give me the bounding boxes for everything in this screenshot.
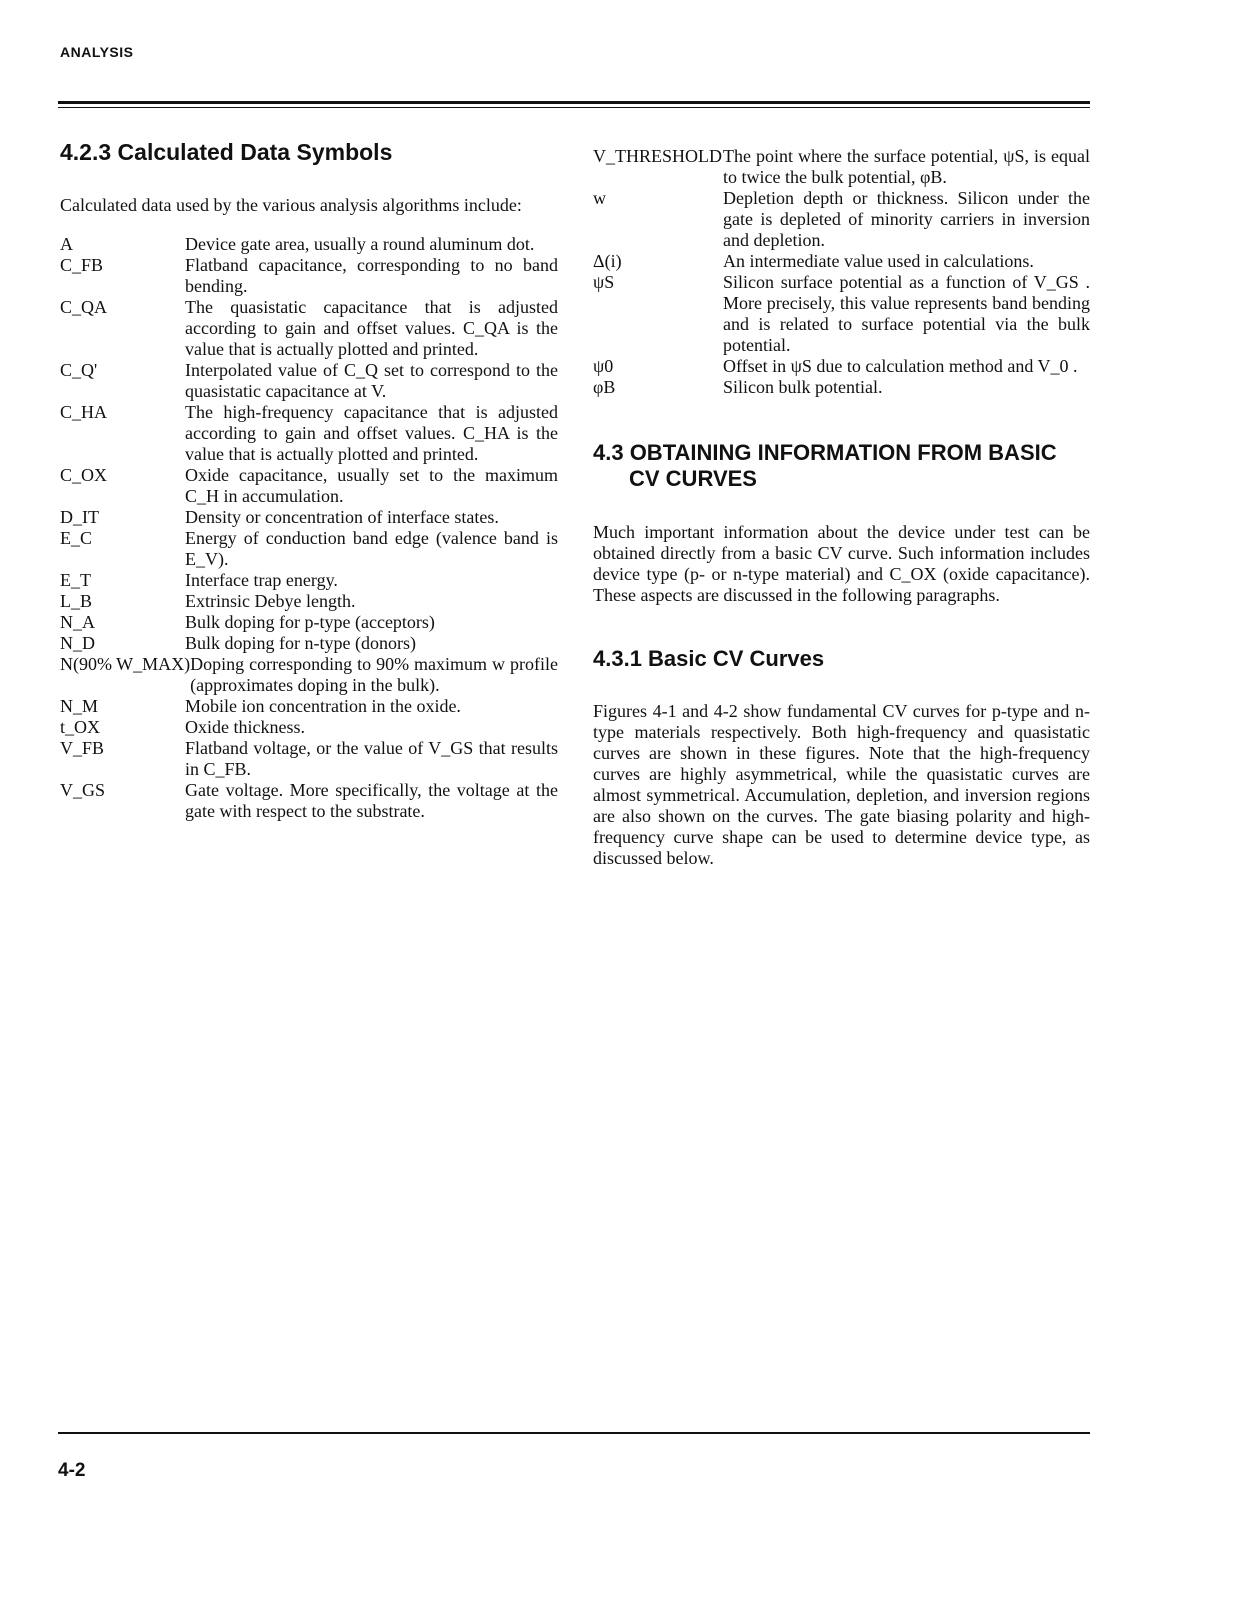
definition-term: C_FB (60, 255, 104, 275)
definition-row (60, 633, 558, 654)
definition-desc: Interface trap energy. (185, 570, 338, 590)
definition-row (60, 570, 558, 591)
definition-term: N_A (60, 612, 95, 632)
definition-term: D_IT (60, 507, 99, 527)
right-column (593, 146, 1090, 869)
paragraph-4-3-1: Figures 4-1 and 4-2 show fundamental CV curves for p-type and n-type materials respectively. Both high-frequency and quasistatic curves are shown in these figures. Note that the high-frequency curves are highly asymmetrical, while the quasistatic curves are almost symmetrical. Accumulation, depletion, and inversion regions are also shown on the curves. The gate biasing polarity and high-frequency curve shape can be used to determine device type, as discussed below. (593, 701, 1090, 868)
definition-desc: Bulk doping for n-type (donors) (185, 633, 416, 653)
definition-row (60, 528, 558, 570)
definition-term: C_Q' (60, 360, 98, 380)
definition-row (593, 146, 1090, 188)
definition-row (60, 780, 558, 822)
definition-row (60, 465, 558, 507)
section-heading-4-3: 4.3 OBTAINING INFORMATION FROM BASIC CV CURVES (593, 440, 1057, 491)
definition-term: Δ(i) (593, 251, 622, 271)
definition-term: N_M (60, 696, 99, 716)
definition-term: A (60, 234, 73, 254)
definition-term: t_OX (60, 717, 100, 737)
definition-desc: Device gate area, usually a round aluminum dot. (185, 234, 535, 254)
definition-row (593, 356, 1090, 377)
paragraph-4-3: Much important information about the device under test can be obtained directly from a basic CV curve. Such information includes device type (p- or n-type material) and C_OX (oxide capacitance). These aspects are discussed in the following paragraphs. (593, 522, 1090, 605)
definition-term: V_THRESHOLD (593, 146, 722, 166)
definition-term: C_QA (60, 297, 108, 317)
running-head: ANALYSIS (60, 44, 134, 60)
definition-row (593, 251, 1090, 272)
definition-term: L_B (60, 591, 93, 611)
left-column (60, 140, 558, 822)
header-rule-thick (58, 101, 1090, 104)
definition-term: N_D (60, 633, 95, 653)
definition-row (60, 297, 558, 360)
definition-desc: Mobile ion concentration in the oxide. (185, 696, 461, 716)
definition-desc: Gate voltage. More specifically, the voltage at the gate with respect to the substrate. (185, 780, 558, 821)
footer-rule (58, 1432, 1090, 1434)
definition-desc: Density or concentration of interface states. (185, 507, 499, 527)
definition-desc: Silicon bulk potential. (723, 377, 883, 397)
definition-row (60, 360, 558, 402)
section-heading-4-2-3: 4.2.3 Calculated Data Symbols (60, 139, 393, 165)
definition-row (60, 717, 558, 738)
definition-desc: Doping corresponding to 90% maximum w profile (approximates doping in the bulk). (190, 654, 558, 695)
definition-row (60, 654, 558, 696)
definition-desc: The quasistatic capacitance that is adjusted according to gain and offset values. C_QA is the value that is actually plotted and printed. (185, 297, 558, 359)
definition-desc: Oxide thickness. (185, 717, 305, 737)
intro-paragraph: Calculated data used by the various analysis algorithms include: (60, 195, 522, 215)
definition-term: ψ0 (593, 356, 614, 376)
section-heading-4-3-1: 4.3.1 Basic CV Curves (593, 646, 825, 671)
definition-term: E_C (60, 528, 93, 548)
definition-term: ψS (593, 272, 615, 292)
definition-term: C_OX (60, 465, 108, 485)
definition-term: φB (593, 377, 616, 397)
definition-desc: Flatband capacitance, corresponding to no band bending. (185, 255, 558, 296)
definition-row (593, 377, 1090, 398)
definition-list-right (593, 146, 1090, 398)
definition-row (60, 612, 558, 633)
definition-desc: Oxide capacitance, usually set to the maximum C_H in accumulation. (185, 465, 558, 506)
definition-term: V_FB (60, 738, 105, 758)
definition-term: V_GS (60, 780, 106, 800)
header-rule-thin (58, 107, 1090, 108)
definition-desc: Silicon surface potential as a function of V_GS . More precisely, this value represents band bending and is related to surface potential via the bulk potential. (723, 272, 1090, 355)
definition-desc: Bulk doping for p-type (acceptors) (185, 612, 435, 632)
definition-desc: Depletion depth or thickness. Silicon under the gate is depleted of minority carriers in inversion and depletion. (723, 188, 1090, 250)
definition-row (60, 255, 558, 297)
definition-term: N(90% W_MAX) (60, 654, 191, 674)
definition-row (593, 188, 1090, 251)
definition-row (60, 234, 558, 255)
definition-desc: The high-frequency capacitance that is adjusted according to gain and offset values. C_HA is the value that is actually plotted and printed. (185, 402, 558, 464)
definition-term: C_HA (60, 402, 108, 422)
definition-desc: Flatband voltage, or the value of V_GS that results in C_FB. (185, 738, 558, 779)
definition-desc: Interpolated value of C_Q set to correspond to the quasistatic capacitance at V. (185, 360, 558, 401)
definition-term: w (593, 188, 606, 208)
definition-row (60, 738, 558, 780)
definition-row (60, 507, 558, 528)
definition-desc: Extrinsic Debye length. (185, 591, 356, 611)
definition-term: E_T (60, 570, 91, 590)
definition-row (60, 591, 558, 612)
definition-desc: Energy of conduction band edge (valence band is E_V). (185, 528, 558, 569)
definition-list-left (60, 234, 558, 822)
definition-desc: An intermediate value used in calculations. (723, 251, 1034, 271)
definition-row (60, 696, 558, 717)
definition-row (60, 402, 558, 465)
page-number: 4-2 (58, 1460, 86, 1481)
definition-desc: Offset in ψS due to calculation method and V_0 . (723, 356, 1078, 376)
definition-row (593, 272, 1090, 356)
definition-desc: The point where the surface potential, ψS, is equal to twice the bulk potential, φB. (723, 146, 1090, 187)
